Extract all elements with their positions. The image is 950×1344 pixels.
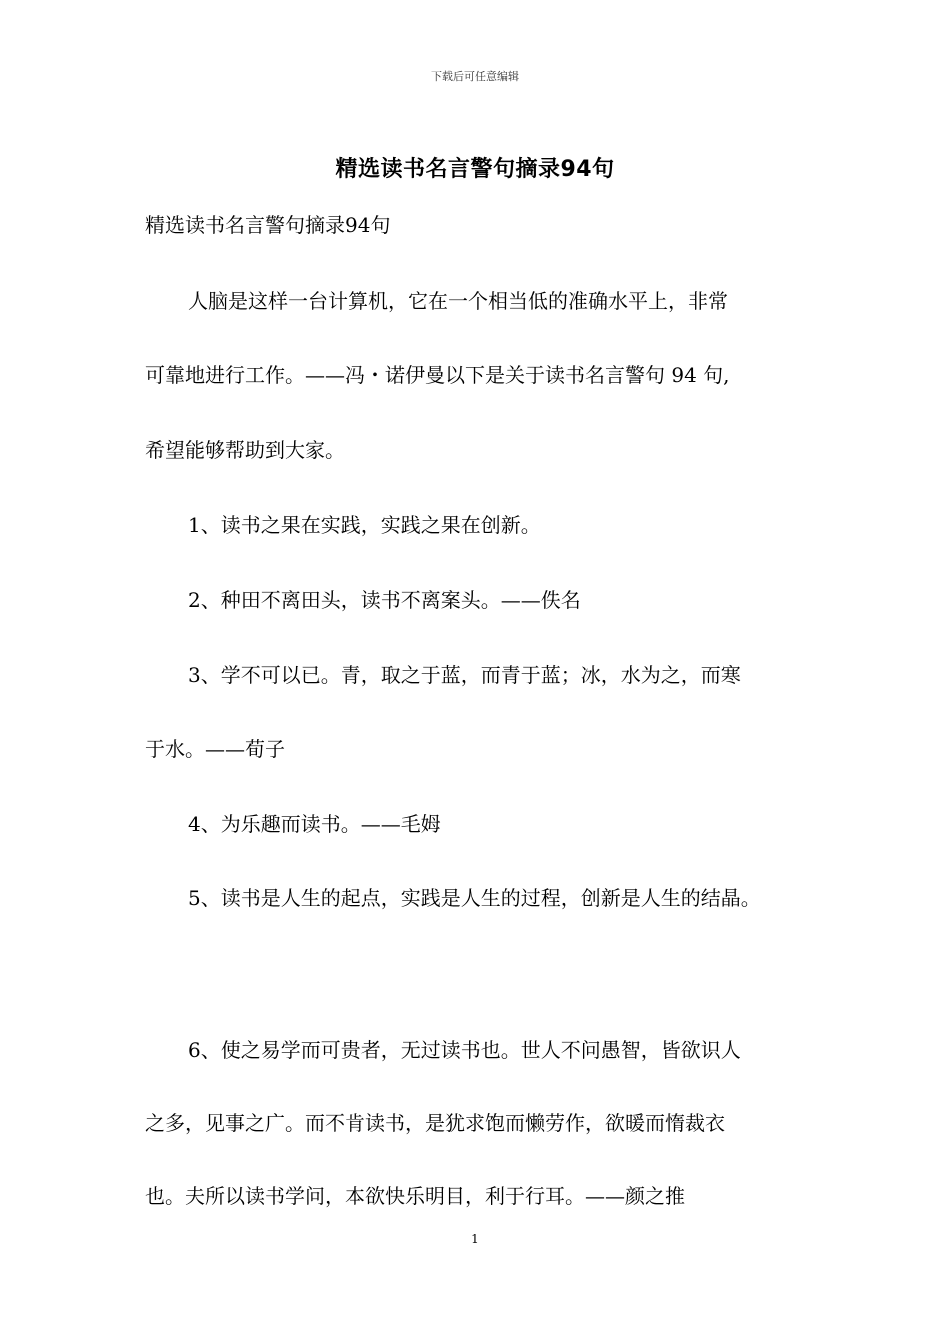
- intro-line-1: 人脑是这样一台计算机，它在一个相当低的准确水平上，非常: [188, 289, 728, 313]
- intro-line-2: 可靠地进行工作。——冯・诺伊曼以下是关于读书名言警句 94 句,: [145, 363, 730, 387]
- quote-1-line-1: 1、读书之果在实践，实践之果在创新。: [188, 513, 541, 537]
- document-title: 精选读书名言警句摘录94句: [335, 157, 615, 182]
- quote-4-line-1: 4、为乐趣而读书。——毛姆: [188, 812, 441, 836]
- intro-line-3: 希望能够帮助到大家。: [145, 438, 345, 462]
- header-note: 下载后可任意编辑: [431, 70, 519, 83]
- quote-6-line-2: 之多，见事之广。而不肯读书，是犹求饱而懒劳作，欲暖而惰裁衣: [145, 1111, 725, 1135]
- quote-2-line-1: 2、种田不离田头，读书不离案头。——佚名: [188, 588, 581, 612]
- document-subtitle: 精选读书名言警句摘录94句: [145, 213, 391, 237]
- quote-6-line-1: 6、使之易学而可贵者，无过读书也。世人不问愚智，皆欲识人: [188, 1038, 741, 1062]
- quote-6-line-3: 也。夫所以读书学问，本欲快乐明目，利于行耳。——颜之推: [145, 1184, 685, 1208]
- quote-3-line-2: 于水。——荀子: [145, 737, 285, 761]
- page-number: 1: [471, 1232, 479, 1246]
- quote-3-line-1: 3、学不可以已。青，取之于蓝，而青于蓝；冰，水为之，而寒: [188, 663, 741, 687]
- quote-5-line-1: 5、读书是人生的起点，实践是人生的过程，创新是人生的结晶。: [188, 886, 761, 910]
